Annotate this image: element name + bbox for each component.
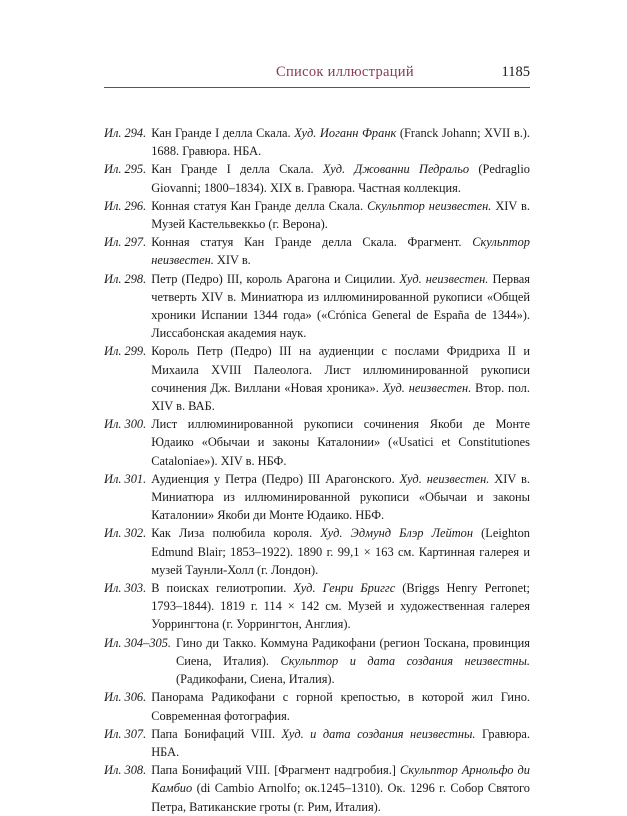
entry-text-run: (Leighton Edmund Blair; 1853–1922). 1890 г. 99,1 × 163 см. Картинная галерея и музей Таунли-Холл (г. Лондон). (151, 526, 530, 577)
entry-text-run: Первая четверть XIV в. Миниатюра из иллюминированной рукописи «Общей хроники Испании 1344 года» («Crónica General de España de 1344»). Лиссабонская академия наук. (151, 271, 530, 341)
entry-label: Ил. 308. (104, 763, 147, 778)
entry-text-run: Папа Бонифаций VIII. [Фрагмент надгробия.] (151, 763, 400, 778)
entry-text-run: (Franck Johann; XVII в.). 1688. Гравюра. НБА. (151, 126, 531, 159)
entry-text-run: XIV в. Миниатюра из иллюминированной рукописи «Обычаи и законы Каталонии» Якоби ди Монте Юдаико. НБФ. (151, 471, 530, 523)
entry-label: Ил. 295. (104, 162, 147, 177)
entry-italic-credit: Скульптор неизвестен. (367, 198, 492, 213)
entry-text (151, 197, 530, 233)
entry-italic-credit: Скульптор и дата создания неизвестны. (280, 653, 530, 668)
entry-label: Ил. 298. (104, 271, 147, 286)
entry-label: Ил. 299. (104, 344, 147, 359)
entry-text-run: Панорама Радикофани с горной крепостью, в которой жил Гино. Современная фотография. (151, 690, 530, 723)
illustration-entry (104, 634, 530, 689)
entry-text-run: XIV в. (213, 253, 251, 268)
entry-text (151, 415, 530, 470)
entry-label: Ил. 300. (104, 417, 147, 432)
entry-label: Ил. 306. (104, 690, 147, 705)
entry-text (151, 270, 530, 343)
illustration-entry (104, 233, 530, 269)
entry-label: Ил. 301. (104, 471, 147, 486)
entry-label: Ил. 302. (104, 526, 147, 541)
illustration-entry (104, 342, 530, 415)
entry-text-run: Петр (Педро) III, король Арагона и Сицилии. (151, 271, 400, 286)
page-number: 1185 (501, 64, 530, 80)
entry-text (151, 725, 530, 761)
entry-text-run: Лист иллюминированной рукописи сочинения Якоби де Монте Юдаико «Обычаи и законы Каталонии» («Usatici et Constitutiones Cataloniae»). XIV в. НБФ. (151, 417, 530, 468)
entry-text (151, 160, 530, 196)
entry-text (151, 524, 530, 579)
illustration-list (104, 124, 530, 816)
illustration-entry (104, 470, 530, 525)
entry-label: Ил. 303. (104, 581, 147, 596)
illustration-entry (104, 725, 530, 761)
entry-text-run: (Briggs Henry Perronet; 1793–1844). 1819 г. 114 × 142 см. Музей и художественная галерея Уоррингтона (г. Уоррингтон, Англия). (151, 581, 530, 632)
entry-italic-credit: Худ. и дата создания неизвестны. (281, 726, 476, 741)
entry-italic-credit: Худ. неизвестен. (399, 271, 489, 286)
entry-text-run: XIV в. Музей Кастельвеккьо (г. Верона). (151, 198, 530, 232)
entry-text-run: (di Cambio Arnolfo; ок.1245–1310). Ок. 1296 г. Собор Святого Петра, Ватиканские гроты (г. Рим, Италия). (151, 781, 530, 814)
entry-text-run: В поисках гелиотропии. (151, 581, 294, 596)
illustration-entry (104, 761, 530, 816)
entry-text-run: (Pedraglio Giovanni; 1800–1834). XIX в. Гравюра. Частная коллекция. (151, 162, 530, 195)
illustration-entry (104, 160, 530, 196)
entry-text-run: Папа Бонифаций VIII. (151, 726, 282, 741)
entry-text-run: Аудиенция у Петра (Педро) III Арагонского. (151, 471, 400, 486)
entry-label: Ил. 297. (104, 235, 147, 250)
entry-italic-credit: Худ. неизвестен. (382, 380, 472, 395)
entry-italic-credit: Скульптор Арнольфо ди Камбио (151, 763, 530, 796)
entry-text (151, 470, 530, 525)
entry-text-run: Король Петр (Педро) III на аудиенции с послами Фридриха II и Михаила XVIII Палеолога. Лист иллюминированной рукописи сочинения Дж. Виллани «Новая хроника». (151, 344, 530, 395)
entry-italic-credit: Скульптор неизвестен. (151, 235, 530, 268)
entry-label: Ил. 304–305. (104, 635, 172, 650)
illustration-entry (104, 579, 530, 634)
entry-italic-credit: Худ. Генри Бриггс (293, 581, 396, 596)
entry-text-run: (Радикофани, Сиена, Италия). (176, 672, 335, 687)
entry-text-run: Кан Гранде I делла Скала. (151, 126, 295, 140)
entry-text-run: Гравюра. НБА. (151, 726, 530, 759)
illustration-entry (104, 524, 530, 579)
entry-italic-credit: Худ. Иоганн Франк (294, 126, 397, 140)
illustration-entry (104, 415, 530, 470)
entry-label: Ил. 294. (104, 126, 147, 140)
entry-text-run: Втор. пол. XIV в. ВАБ. (151, 380, 530, 414)
entry-italic-credit: Худ. Эдмунд Блэр Лейтон (320, 526, 473, 541)
entry-text (151, 124, 530, 160)
entry-text (151, 579, 530, 634)
running-header-title: Список иллюстраций (276, 64, 414, 80)
entry-italic-credit: Худ. неизвестен. (399, 471, 490, 486)
entry-label: Ил. 296. (104, 198, 147, 213)
entry-text-run: Конная статуя Кан Гранде делла Скала. (151, 198, 368, 213)
entry-text (151, 342, 530, 415)
entry-text-run: Гино ди Такко. Коммуна Радикофани (регион Тоскана, провинция Сиена, Италия). (176, 635, 530, 668)
illustration-entry (104, 197, 530, 233)
entry-text (151, 688, 530, 724)
illustration-entry (104, 124, 530, 160)
entry-text-run: Как Лиза полюбила короля. (151, 526, 321, 541)
entry-text (151, 233, 530, 269)
entry-text (151, 761, 530, 816)
entry-text (176, 634, 530, 689)
entry-italic-credit: Худ. Джованни Педральо (322, 162, 470, 177)
entry-text-run: Конная статуя Кан Гранде делла Скала. Фрагмент. (151, 235, 473, 250)
entry-label: Ил. 307. (104, 726, 147, 741)
header-rule (104, 87, 530, 88)
entry-text-run: Кан Гранде I делла Скала. (151, 162, 323, 177)
illustration-entry (104, 688, 530, 724)
illustration-entry (104, 270, 530, 343)
